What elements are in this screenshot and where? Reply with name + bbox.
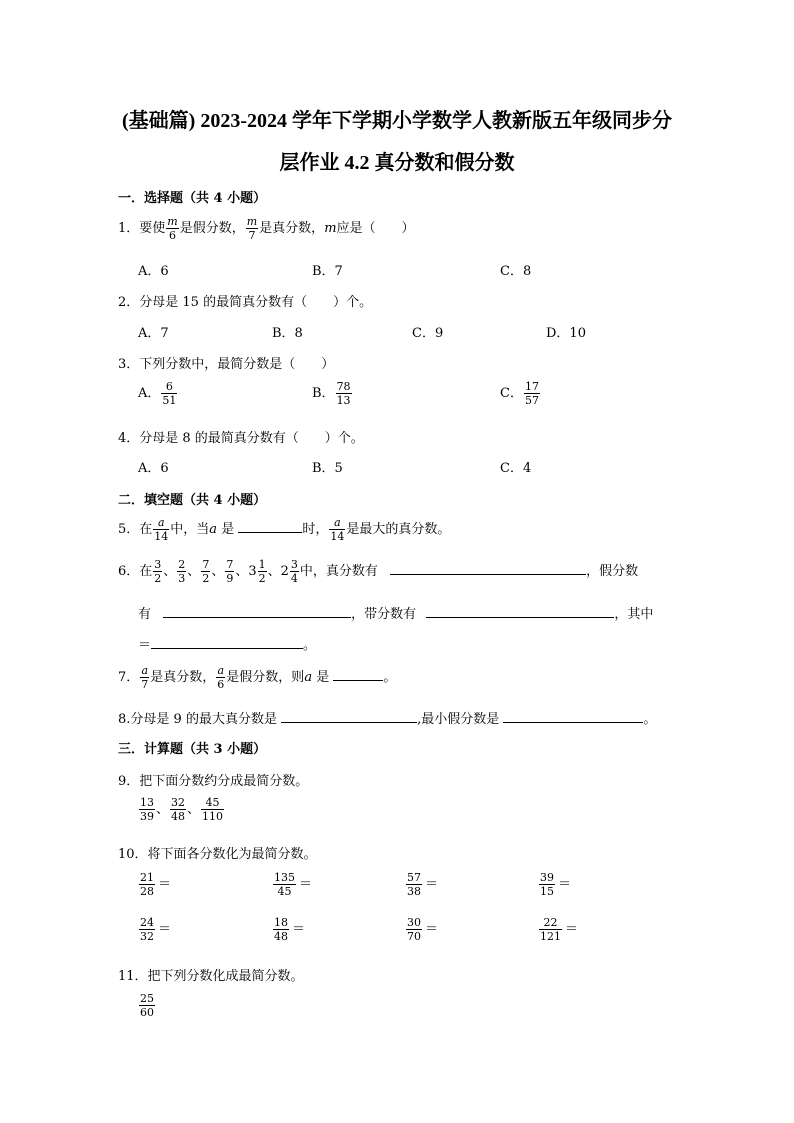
question-9: 9．把下面分数约分成最简分数。 [118, 774, 309, 789]
question-6-line-3: ＝ 。 [138, 638, 317, 653]
fraction: $\frac{45}{110}$ [202, 796, 224, 823]
answer-blank[interactable] [238, 520, 302, 533]
section-choice: 一．选择题（共 4 小题） [118, 191, 267, 206]
q11-fraction [138, 992, 156, 1019]
q2-option-b: B．8 [272, 326, 303, 341]
question-5: 5．在 $\frac{a}{14}$ 中，当a 是 时， $\frac{a}{14}$ 是最大的真分数。 [118, 516, 451, 543]
q10-item: $\frac{24}{32}$ ＝ [140, 916, 172, 943]
answer-blank[interactable] [163, 605, 351, 618]
q4-option-c: C．4 [500, 461, 532, 476]
answer-blank[interactable] [333, 668, 383, 681]
fraction: $\frac{6}{51}$ [162, 380, 177, 407]
question-4: 4．分母是 8 的最简真分数有（ ）个。 [118, 431, 364, 446]
q1-option-b: B．7 [312, 264, 343, 279]
fraction: $\frac{32}{48}$ [171, 796, 186, 823]
question-10: 10．将下面各分数化为最简分数。 [118, 847, 317, 862]
fraction: $\frac{m}{7}$ [246, 215, 258, 242]
fraction: $\frac{m}{6}$ [167, 215, 178, 242]
fraction: $\frac{17}{57}$ [524, 380, 539, 407]
question-6-line-2: 有 ，带分数有 ，其中 [138, 607, 654, 622]
question-6: 6．在 $\frac{3}{2}$ 、 $\frac{2}{3}$ 、 $\frac{7}{2}$ 、 $\frac{7}{9}$ 、3 $\frac{1}{2}$ 、2 $\frac{3}{4}$ 中，真分数有 ，假分数 [118, 558, 639, 585]
answer-blank[interactable] [281, 710, 417, 723]
question-8: 8.分母是 9 的最大真分数是 ,最小假分数是 。 [118, 712, 657, 727]
q10-item: $\frac{30}{70}$ ＝ [407, 916, 439, 943]
fraction: $\frac{78}{13}$ [336, 380, 351, 407]
question-11: 11．把下列分数化成最简分数。 [118, 969, 304, 984]
title-line-2: 层作业 4.2 真分数和假分数 [279, 152, 515, 174]
q10-item: $\frac{57}{38}$ ＝ [407, 871, 439, 898]
fraction: $\frac{7}{2}$ [202, 558, 210, 585]
q10-item: $\frac{21}{28}$ ＝ [140, 871, 172, 898]
q10-item: $\frac{39}{15}$ ＝ [540, 871, 572, 898]
fraction: $\frac{a}{14}$ [154, 516, 169, 543]
question-3: 3．下列分数中，最简分数是（ ） [118, 357, 335, 372]
q10-item: $\frac{18}{48}$ ＝ [274, 916, 306, 943]
q10-item: $\frac{135}{45}$ ＝ [274, 871, 313, 898]
q10-item: $\frac{22}{121}$ ＝ [540, 916, 579, 943]
answer-blank[interactable] [390, 562, 586, 575]
q4-option-a: A．6 [138, 461, 169, 476]
answer-blank[interactable] [503, 710, 643, 723]
section-calc: 三．计算题（共 3 小题） [118, 742, 267, 757]
section-fill: 二．填空题（共 4 小题） [118, 493, 267, 508]
fraction: $\frac{7}{9}$ [226, 558, 234, 585]
q9-fractions: $\frac{13}{39}$ 、 $\frac{32}{48}$ 、 $\frac{45}{110}$ [140, 796, 224, 823]
fraction: $\frac{2}{3}$ [178, 558, 186, 585]
fraction: $\frac{a}{6}$ [217, 664, 225, 691]
fraction: $\frac{a}{14}$ [330, 516, 345, 543]
q3-option-a: A． $\frac{6}{51}$ [138, 380, 177, 407]
q2-option-c: C．9 [412, 326, 444, 341]
fraction: $\frac{13}{39}$ [140, 796, 154, 823]
fraction: $\frac{25}{60}$ [140, 992, 154, 1019]
mixed-number: 3 $\frac{1}{2}$ [248, 558, 266, 585]
answer-blank[interactable] [151, 636, 303, 649]
q3-option-c: C． $\frac{17}{57}$ [500, 380, 539, 407]
q4-option-b: B．5 [312, 461, 343, 476]
q1-option-c: C．8 [500, 264, 532, 279]
question-1: 1．要使 $\frac{m}{6}$ 是假分数， $\frac{m}{7}$ 是真分数，m应是（ ） [118, 215, 415, 242]
answer-blank[interactable] [426, 605, 614, 618]
title-line-1: (基础篇) 2023-2024 学年下学期小学数学人教新版五年级同步分 [122, 110, 672, 132]
fraction: $\frac{3}{2}$ [154, 558, 162, 585]
fraction: $\frac{a}{7}$ [141, 664, 149, 691]
question-7: 7． $\frac{a}{7}$ 是真分数， $\frac{a}{6}$ 是假分数，则a 是 。 [118, 664, 397, 691]
mixed-number: 2 $\frac{3}{4}$ [280, 558, 298, 585]
q1-option-a: A．6 [138, 264, 169, 279]
q3-option-b: B． $\frac{78}{13}$ [312, 380, 351, 407]
q2-option-d: D．10 [546, 326, 586, 341]
question-2: 2．分母是 15 的最简真分数有（ ）个。 [118, 295, 373, 310]
q2-option-a: A．7 [138, 326, 169, 341]
